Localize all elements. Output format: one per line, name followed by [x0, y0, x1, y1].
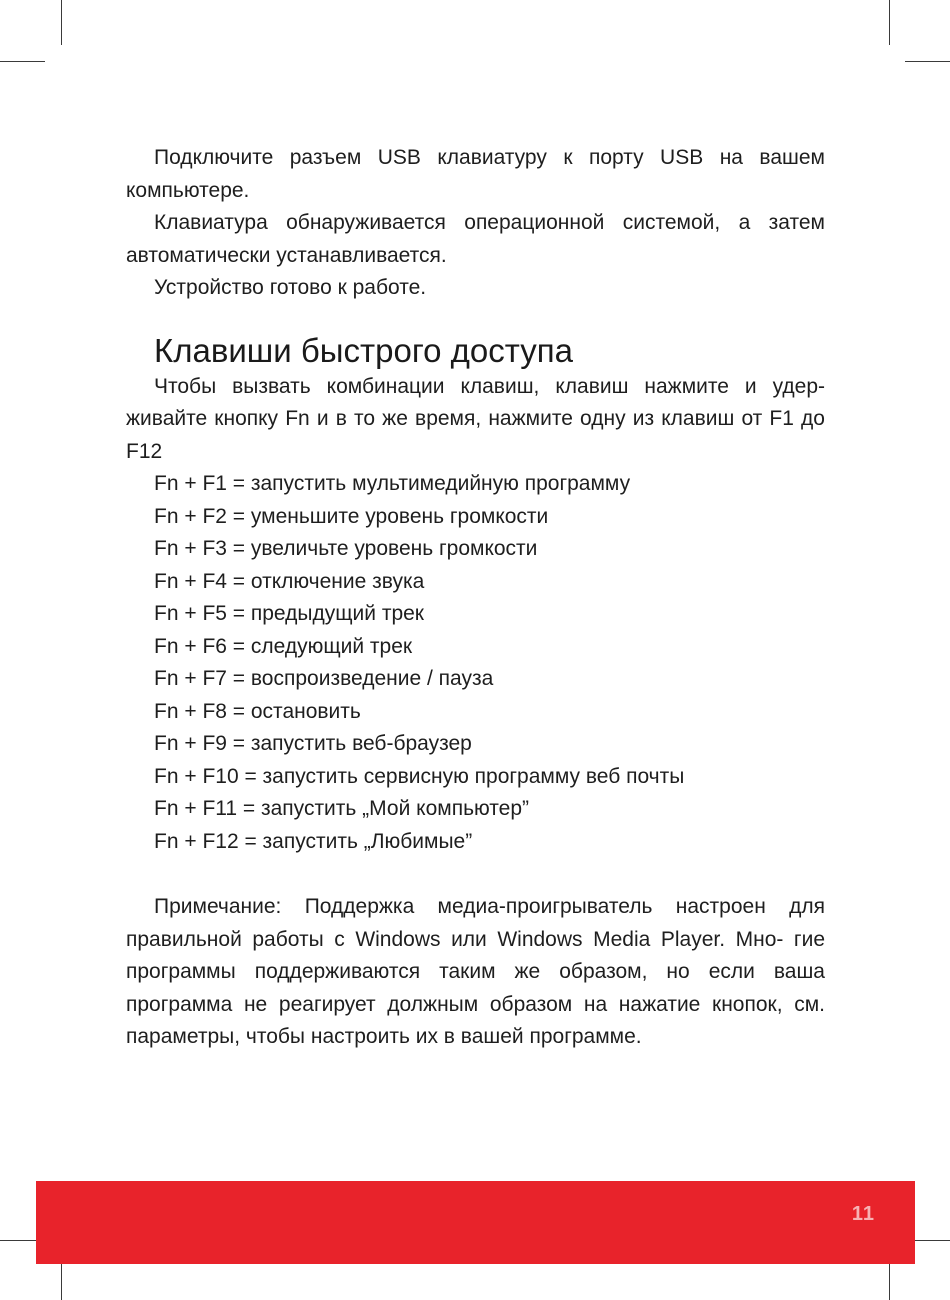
hotkey-list — [126, 468, 825, 858]
crop-mark-top-left — [61, 0, 62, 45]
crop-mark-top-right-h — [905, 61, 950, 62]
crop-mark-top-right — [889, 0, 890, 45]
hotkey-item-f2: Fn + F2 = уменьшите уровень громкости — [154, 504, 549, 528]
paragraph-connect: Подключите разъем USB клавиатуру к порту USB на вашем компьютере. — [126, 146, 825, 202]
hotkey-item-f7: Fn + F7 = воспроизведение / пауза — [154, 667, 494, 690]
hotkey-item-f4: Fn + F4 = отключение звука — [154, 569, 425, 593]
hotkey-item-f12: Fn + F12 = запустить „Любимые” — [154, 829, 473, 853]
note-paragraph: Примечание: Поддержка медиа-проигрыватель настроен для правильной работы с Windows или Windows Media Player. Мно- гие программы поддерживаются таким же образом, но если ваша программа не реагирует должным образом на нажатие кнопок, см. параметры, чтобы настроить их в вашей программе. — [126, 895, 825, 1048]
hotkey-item-f8: Fn + F8 = остановить — [154, 699, 361, 723]
hotkey-item-f1: Fn + F1 = запустить мультимедийную программу — [154, 472, 631, 495]
section-intro: Чтобы вызвать комбинации клавиш, клавиш нажмите и удер- живайте кнопку Fn и в то же время, нажмите одну из клавиш от F1 до F12 — [126, 374, 825, 463]
paragraph-ready: Устройство готово к работе. — [154, 276, 427, 299]
hotkey-item-f9: Fn + F9 = запустить веб-браузер — [154, 732, 472, 755]
page-number: 11 — [851, 1203, 875, 1225]
crop-mark-top-left-h — [0, 61, 45, 62]
section-heading: Клавиши быстрого доступа — [154, 331, 573, 369]
page-content — [126, 142, 825, 1054]
hotkey-item-f5: Fn + F5 = предыдущий трек — [154, 602, 424, 625]
hotkey-item-f3: Fn + F3 = увеличьте уровень громкости — [154, 537, 538, 560]
footer-band — [36, 1181, 915, 1264]
hotkey-item-f11: Fn + F11 = запустить „Мой компьютер” — [154, 797, 530, 820]
hotkey-item-f6: Fn + F6 = следующий трек — [154, 634, 413, 658]
paragraph-detect: Клавиатура обнаруживается операционной системой, а затем автоматически устанавливается. — [126, 211, 825, 267]
hotkey-item-f10: Fn + F10 = запустить сервисную программу веб почты — [154, 764, 685, 788]
